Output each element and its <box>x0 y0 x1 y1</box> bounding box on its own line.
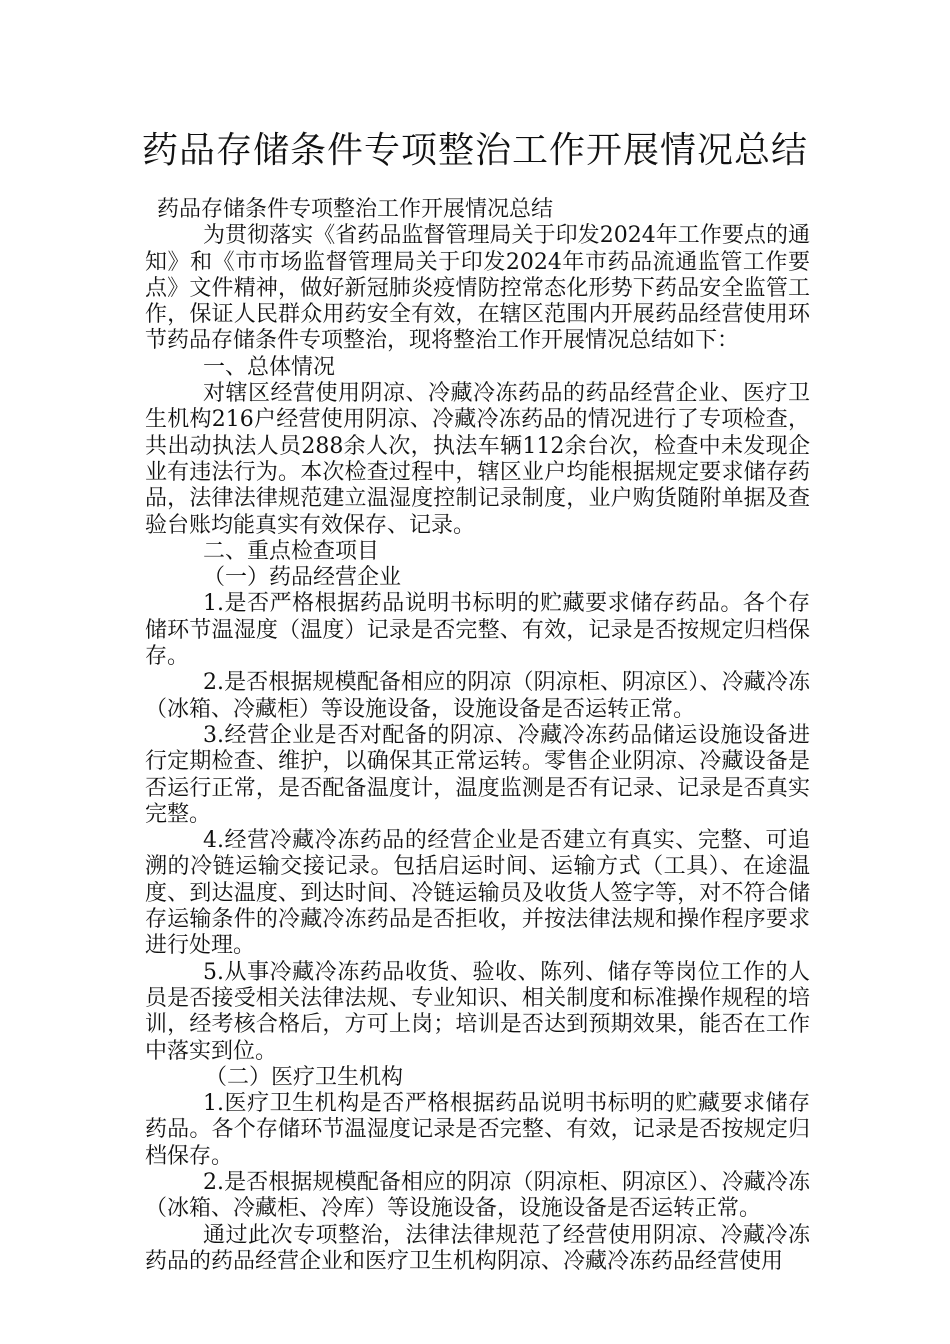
document-subtitle: 药品存储条件专项整治工作开展情况总结 <box>157 197 554 222</box>
section-heading-key-items: 二、重点检查项目 <box>203 538 380 564</box>
list-item: 2.是否根据规模配备相应的阴凉（阴凉柜、阴凉区）、冷藏冷冻（冰箱、冷藏柜）等设施设备，设施设备是否运转正常。 <box>145 670 810 722</box>
list-item: 1.医疗卫生机构是否严格根据药品说明书标明的贮藏要求储存药品。各个存储环节温湿度记录是否完整、有效，记录是否按规定归档保存。 <box>145 1091 810 1169</box>
list-item: 1.是否严格根据药品说明书标明的贮藏要求储存药品。各个存储环节温湿度（温度）记录是否完整、有效，记录是否按规定归档保存。 <box>145 591 810 670</box>
list-item: 2.是否根据规模配备相应的阴凉（阴凉柜、阴凉区）、冷藏冷冻（冰箱、冷藏柜、冷库）等设施设备，设施设备是否运转正常。 <box>145 1169 810 1222</box>
list-item: 4.经营冷藏冷冻药品的经营企业是否建立有真实、完整、可追溯的冷链运输交接记录。包括启运时间、运输方式（工具）、在途温度、到达温度、到达时间、冷链运输员及收货人签字等，对不符合储存运输条件的冷藏冷冻药品是否拒收，并按法律法规和操作程序要求进行处理。 <box>145 828 810 959</box>
document-title: 药品存储条件专项整治工作开展情况总结 <box>141 130 808 171</box>
list-item: 5.从事冷藏冷冻药品收货、验收、陈列、储存等岗位工作的人员是否接受相关法律法规、专业知识、相关制度和标准操作规程的培训，经考核合格后，方可上岗；培训是否达到预期效果，能否在工作中落实到位。 <box>145 959 810 1064</box>
section-heading-overview: 一、总体情况 <box>203 354 336 380</box>
list-item: 3.经营企业是否对配备的阴凉、冷藏冷冻药品储运设施设备进行定期检查、维护，以确保其正常运转。零售企业阴凉、冷藏设备是否运行正常，是否配备温度计，温度监测是否有记录、记录是否真实完整。 <box>145 722 810 827</box>
document-body <box>145 197 810 1275</box>
intro-paragraph: 为贯彻落实《省药品监督管理局关于印发2024年工作要点的通知》和《市市场监督管理局关于印发2024年市药品流通监管工作要点》文件精神，做好新冠肺炎疫情防控常态化形势下药品安全监管工作，保证人民群众用药安全有效，在辖区范围内开展药品经营使用环节药品存储条件专项整治，现将整治工作开展情况总结如下： <box>145 223 810 354</box>
closing-paragraph: 通过此次专项整治，法律法律规范了经营使用阴凉、冷藏冷冻药品的药品经营企业和医疗卫生机构阴凉、冷藏冷冻药品经营使用 <box>145 1222 810 1274</box>
subsection-heading-pharma-enterprises: （一）药品经营企业 <box>203 565 402 591</box>
subsection-heading-medical-institutions: （二）医疗卫生机构 <box>205 1064 404 1090</box>
overview-paragraph: 对辖区经营使用阴凉、冷藏冷冻药品的药品经营企业、医疗卫生机构216户经营使用阴凉、冷藏冷冻药品的情况进行了专项检查，共出动执法人员288余人次，执法车辆112余台次，检查中未发现企业有违法行为。本次检查过程中，辖区业户均能根据规定要求储存药品，法律法律规范建立温湿度控制记录制度，业户购货随附单据及查验台账均能真实有效保存、记录。 <box>145 381 810 538</box>
